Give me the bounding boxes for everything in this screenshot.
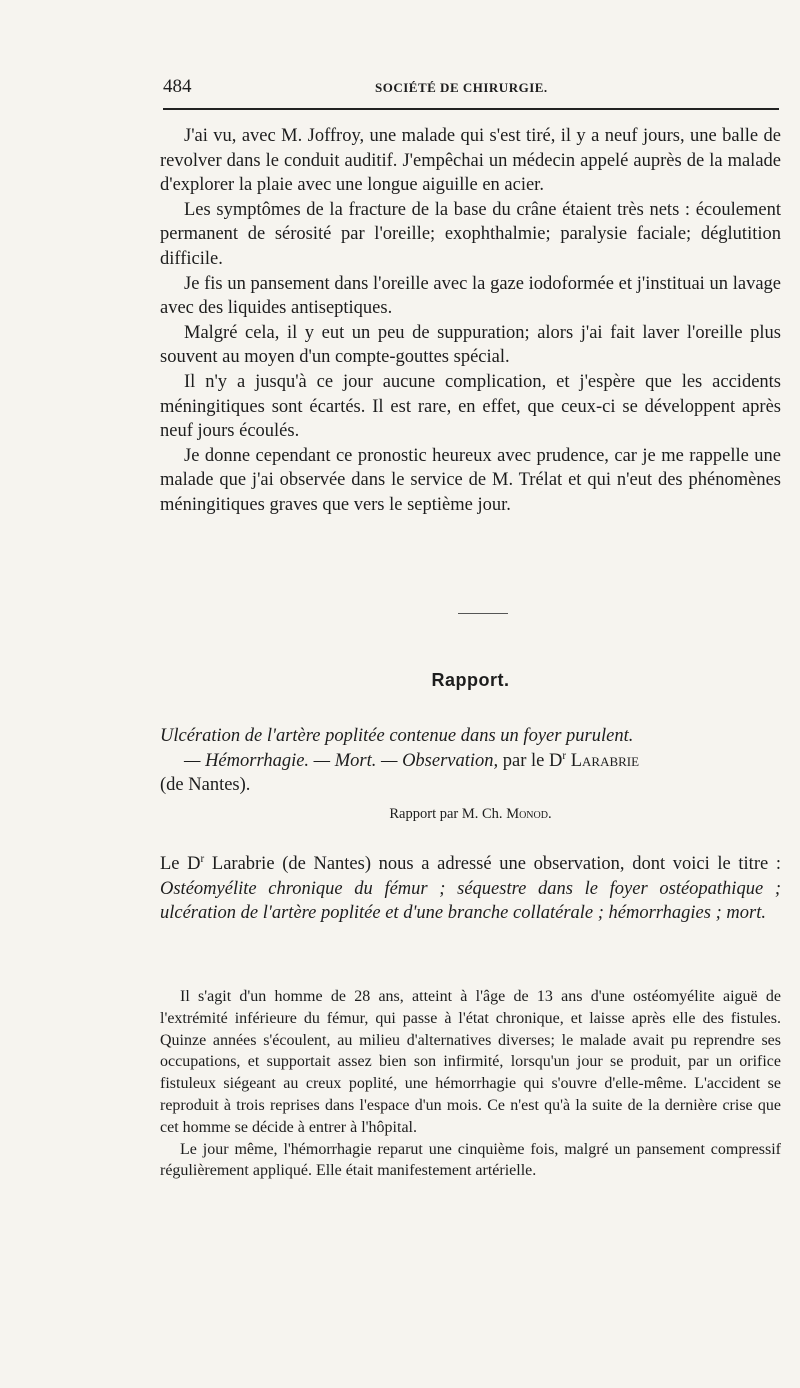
paragraph <box>160 852 781 926</box>
header-rule <box>163 108 779 110</box>
paragraph: Il s'agit d'un homme de 28 ans, atteint à l'âge de 13 ans d'une ostéomyélite aiguë de l'extrémité inférieure du fémur, qui passe à l'état chronique, et laisse après elle des fistules. Quinze années s'écoulent, au milieu d'alternatives diverses; le malade avait pu reprendre ses occupations, et supportait assez bien son infirmité, lorsqu'un jour se produit, par un orifice fistuleux siégeant au creux poplité, une hémorrhagie qui s'ouvre d'elle-même. L'accident se reproduit à trois reprises dans l'espace d'un mois. Ce n'est qu'à la suite de la dernière crise que cet homme se décide à entrer à l'hôpital. <box>160 988 781 1136</box>
intro-lead-sup: r <box>200 852 205 865</box>
report-title-italic: Ulcération de l'artère poplitée contenue dans un foyer purulent. <box>160 726 634 746</box>
page-header <box>163 76 779 100</box>
paragraph: Il n'y a jusqu'à ce jour aucune complication, et j'espère que les accidents méningitiques sont écartés. Il est rare, en effet, que ceux-ci se développent après neuf jours écoulés. <box>160 371 781 442</box>
section-title: Rapport. <box>431 670 510 690</box>
report-title-line <box>160 749 781 774</box>
intro-paragraph <box>160 852 781 926</box>
paragraph: Je fis un pansement dans l'oreille avec la gaze iodoformée et j'instituai un lavage avec des liquides antiseptiques. <box>160 273 781 319</box>
section-separator <box>458 613 508 614</box>
report-title <box>160 724 781 798</box>
byline-name: Monod. <box>506 806 552 822</box>
report-title-sup: r <box>562 749 567 762</box>
small-text-block <box>160 986 781 1182</box>
paragraph: Le jour même, l'hémorrhagie reparut une cinquième fois, malgré un pansement compressif régulièrement appliqué. Elle était manifestement artérielle. <box>160 1140 781 1180</box>
paragraph: Les symptômes de la fracture de la base du crâne étaient très nets : écoulement permanent de sérosité par l'oreille; exophthalmie; paralysie faciale; déglutition difficile. <box>160 199 781 269</box>
intro-lead: Le D <box>160 854 201 874</box>
report-byline <box>160 806 781 823</box>
running-head: SOCIÉTÉ DE CHIRURGIE. <box>375 80 548 95</box>
report-title-line <box>160 724 781 749</box>
page-number: 484 <box>163 76 192 97</box>
paragraph: Je donne cependant ce pronostic heureux avec prudence, car je me rappelle une malade que j'ai observée dans le service de M. Trélat et qui n'eut des phénomènes méningitiques graves que vers le septième jour. <box>160 445 781 515</box>
paragraph: J'ai vu, avec M. Joffroy, une malade qui s'est tiré, il y a neuf jours, une balle de revolver dans le conduit auditif. J'empêchai un médecin appelé auprès de la malade d'explorer la plaie avec une longue aiguille en acier. <box>160 126 781 196</box>
paragraph: Malgré cela, il y eut un peu de suppuration; alors j'ai fait laver l'oreille plus souvent au moyen d'un compte-gouttes spécial. <box>160 322 781 368</box>
report-title-italic: — Hémorrhagie. — Mort. — Observation, <box>184 750 499 771</box>
intro-title-italic: Ostéomyélite chronique du fémur ; séquestre dans le foyer ostéopathique ; ulcération de l'artère poplitée et d'une branche collatérale ; hémorrhagies ; mort. <box>160 878 781 923</box>
top-text-block <box>160 124 781 518</box>
byline-prefix: Rapport par M. Ch. <box>389 806 507 822</box>
intro-lead-rest: Larabrie (de Nantes) nous a adressé une observation, dont voici le titre : <box>204 854 781 874</box>
report-title-plain: par le D <box>498 750 563 771</box>
report-title-author: Larabrie <box>566 750 640 771</box>
report-title-line <box>160 773 781 798</box>
report-title-place: (de Nantes). <box>160 775 251 795</box>
